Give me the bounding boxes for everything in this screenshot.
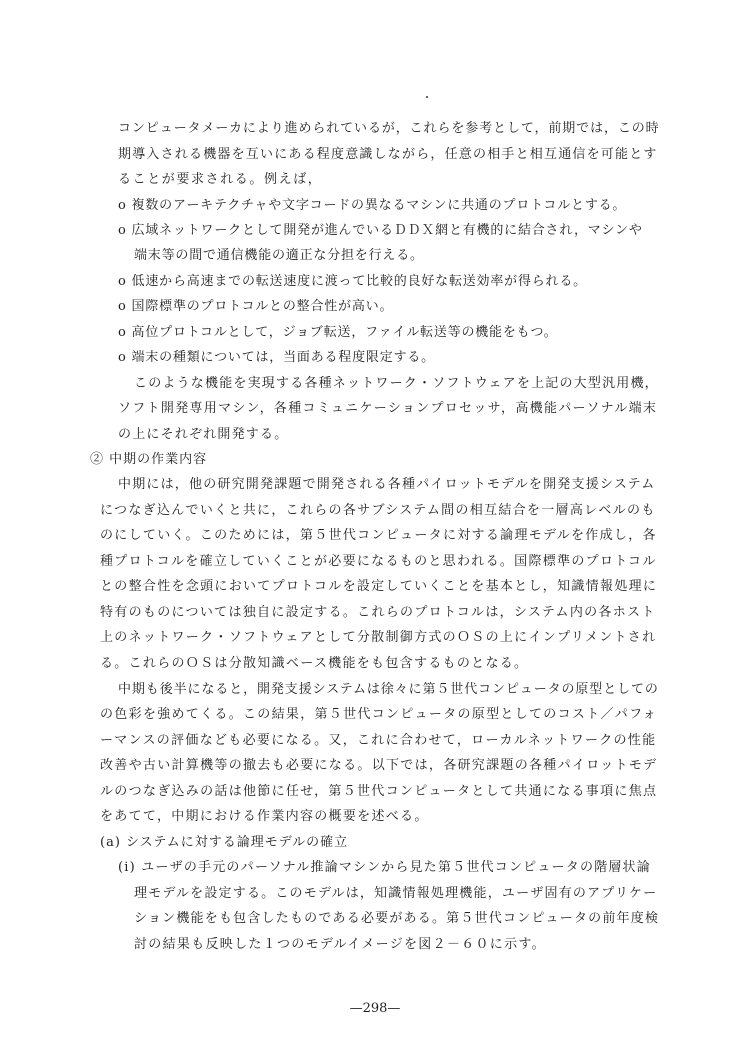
section-heading: ② 中期の作業内容 — [90, 452, 208, 467]
body-line-1: コンピュータメーカにより進められているが，これらを参考として，前期では，この時 — [118, 121, 660, 136]
body-line-16: の色彩を強めてくる。この結果，第５世代コンピュータの原型としてのコスト／パフォ — [100, 707, 658, 722]
scan-speck — [426, 96, 428, 98]
body-line-10: 種プロトコルを確立していくことが必要になるものと思われる。国際標準のプロトコル — [100, 554, 657, 569]
body-line-19: ルのつなぎ込みの話は他節に任せ，第５世代コンピュータとして共通になる事項に焦点 — [100, 784, 658, 799]
item-i-line-3: ション機能をも包含したものである必要がある。第５世代コンピュータの前年度検 — [134, 911, 660, 926]
body-line-6: の上にそれぞれ開発する。 — [118, 427, 289, 442]
body-line-15: 中期も後半になると，開発支援システムは徐々に第５世代コンピュータの原型としての — [118, 682, 659, 697]
body-line-8: につなぎ込んでいくと共に，これらの各サブシステム間の相互結合を一層高レベルのも — [100, 503, 656, 518]
body-line-12: 特有のものについては独自に設定する。これらのプロトコルは，システム内の各ホスト — [100, 605, 656, 620]
page-number: —298— — [349, 1001, 401, 1016]
body-line-20: をあてて，中期における作業内容の概要を述べる。 — [100, 809, 429, 824]
item-i-line-4: 討の結果も反映した１つのモデルイメージを図２－６０に示す。 — [134, 937, 546, 952]
bullet-item-1: o 複数のアーキテクチャや文字コードの異なるマシンに共通のプロトコルとする。 — [118, 198, 627, 213]
body-line-7: 中期には，他の研究開発課題で開発される各種パイロットモデルを開発支援システム — [118, 477, 656, 492]
body-line-4: このような機能を実現する各種ネットワーク・ソフトウェアを上記の大型汎用機， — [134, 376, 659, 391]
body-line-14: る。これらのＯＳは分散知識ベース機能をも包含するものとなる。 — [100, 656, 529, 671]
bullet-item-6: o 端末の種類については，当面ある程度限定する。 — [118, 350, 435, 365]
bullet-item-2: o 広域ネットワークとして開発が進んでいるＤＤＸ網と有機的に結合され，マシンや — [118, 223, 643, 238]
item-i-line-2: 理モデルを設定する。このモデルは，知識情報処理機能，ユーザ固有のアプリケー — [134, 886, 658, 901]
bullet-item-2-cont: 端末等の間で通信機能の適正な分担を行える。 — [134, 248, 424, 263]
item-i-line-1: (i) ユーザの手元のパーソナル推論マシンから見た第５世代コンピュータの階層状論 — [118, 860, 651, 875]
body-line-5: ソフト開発専用マシン，各種コミュニケーションプロセッサ，高機能パーソナル端末 — [118, 401, 658, 416]
bullet-item-3: o 低速から高速までの転送速度に渡って比較的良好な転送効率が得られる。 — [118, 274, 587, 289]
bullet-item-4: o 国際標準のプロトコルとの整合性が高い。 — [118, 299, 394, 314]
body-line-17: ーマンスの評価なども必要になる。又，これに合わせて，ローカルネットワークの性能 — [100, 733, 657, 748]
body-line-9: のにしていく。このためには，第５世代コンピュータに対する論理モデルを作成し，各 — [100, 528, 657, 543]
subsection-heading-a: (a) システムに対する論理モデルの確立 — [100, 835, 349, 850]
body-line-2: 期導入される機器を互いにある程度意識しながら，任意の相手と相互通信を可能とす — [118, 147, 658, 162]
body-line-13: 上のネットワーク・ソフトウェアとして分散制御方式のＯＳの上にインプリメントされ — [100, 630, 657, 645]
body-line-3: ることが要求される。例えば， — [118, 172, 323, 187]
bullet-item-5: o 高位プロトコルとして，ジョブ転送，ファイル転送等の機能をもつ。 — [118, 325, 558, 340]
body-line-18: 改善や古い計算機等の撤去も必要になる。以下では，各研究課題の各種パイロットモデ — [100, 758, 658, 773]
body-line-11: との整合性を念頭においてプロトコルを設定していくことを基本とし，知識情報処理に — [100, 579, 658, 594]
